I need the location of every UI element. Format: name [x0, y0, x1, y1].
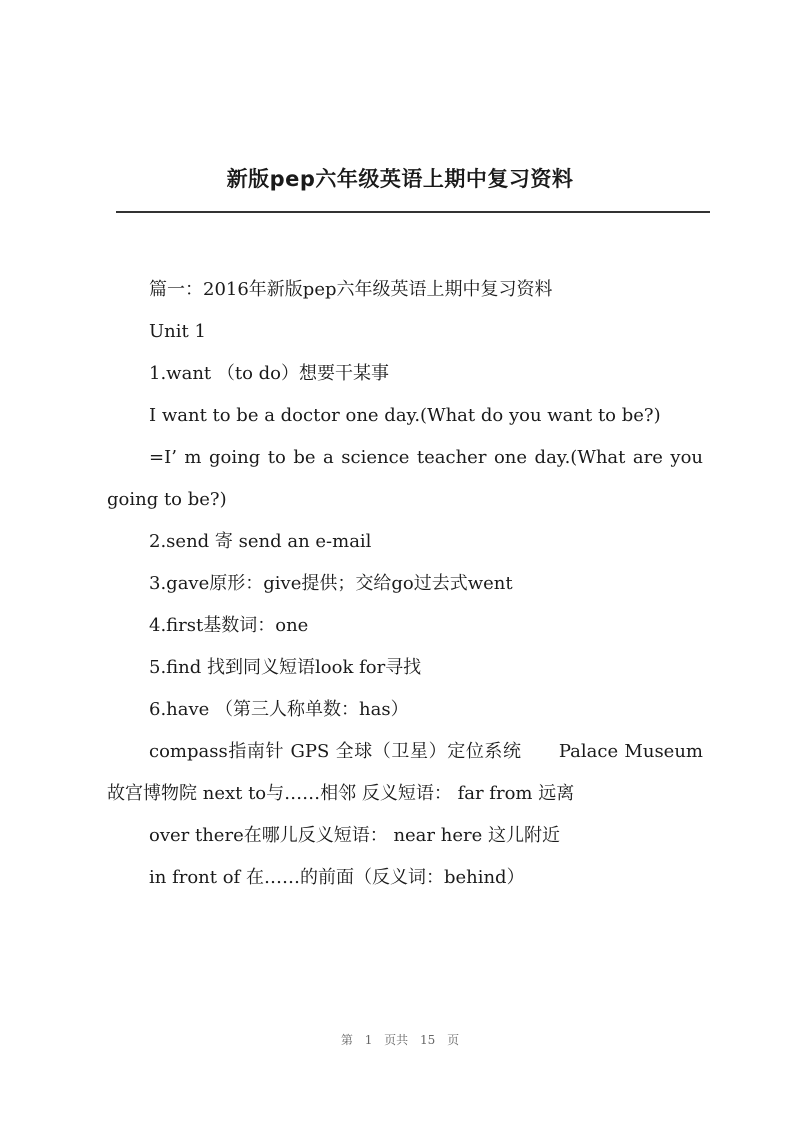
page-title: 新版pep六年级英语上期中复习资料 [226, 167, 574, 191]
paragraph: over there在哪儿反义短语： near here 这儿附近 [149, 825, 560, 846]
paragraph: =I’ m going to be a science teacher one day.(What are you going to be?) [107, 447, 703, 510]
paragraph: 篇一：2016年新版pep六年级英语上期中复习资料 [149, 279, 553, 300]
paragraph: I want to be a doctor one day.(What do you want to be?) [149, 405, 661, 426]
paragraph: 5.find 找到同义短语look for寻找 [149, 657, 422, 678]
document-body [107, 269, 703, 899]
paragraph: 2.send 寄 send an e-mail [149, 531, 372, 552]
page-footer: 第 1 页共 15 页 [340, 1033, 460, 1047]
paragraph: 6.have （第三人称单数：has） [149, 699, 409, 720]
paragraph: Unit 1 [149, 321, 206, 342]
paragraph: 3.gave原形：give提供；交给go过去式went [149, 573, 513, 594]
paragraph: 1.want （to do）想要干某事 [149, 363, 390, 384]
paragraph: 4.first基数词：one [149, 615, 309, 636]
title-divider [116, 211, 710, 213]
paragraph: compass指南针 GPS 全球（卫星）定位系统 Palace Museum故宫博物院 next to与……相邻 反义短语： far from 远离 [107, 741, 703, 804]
paragraph: in front of 在……的前面（反义词：behind） [149, 867, 525, 888]
